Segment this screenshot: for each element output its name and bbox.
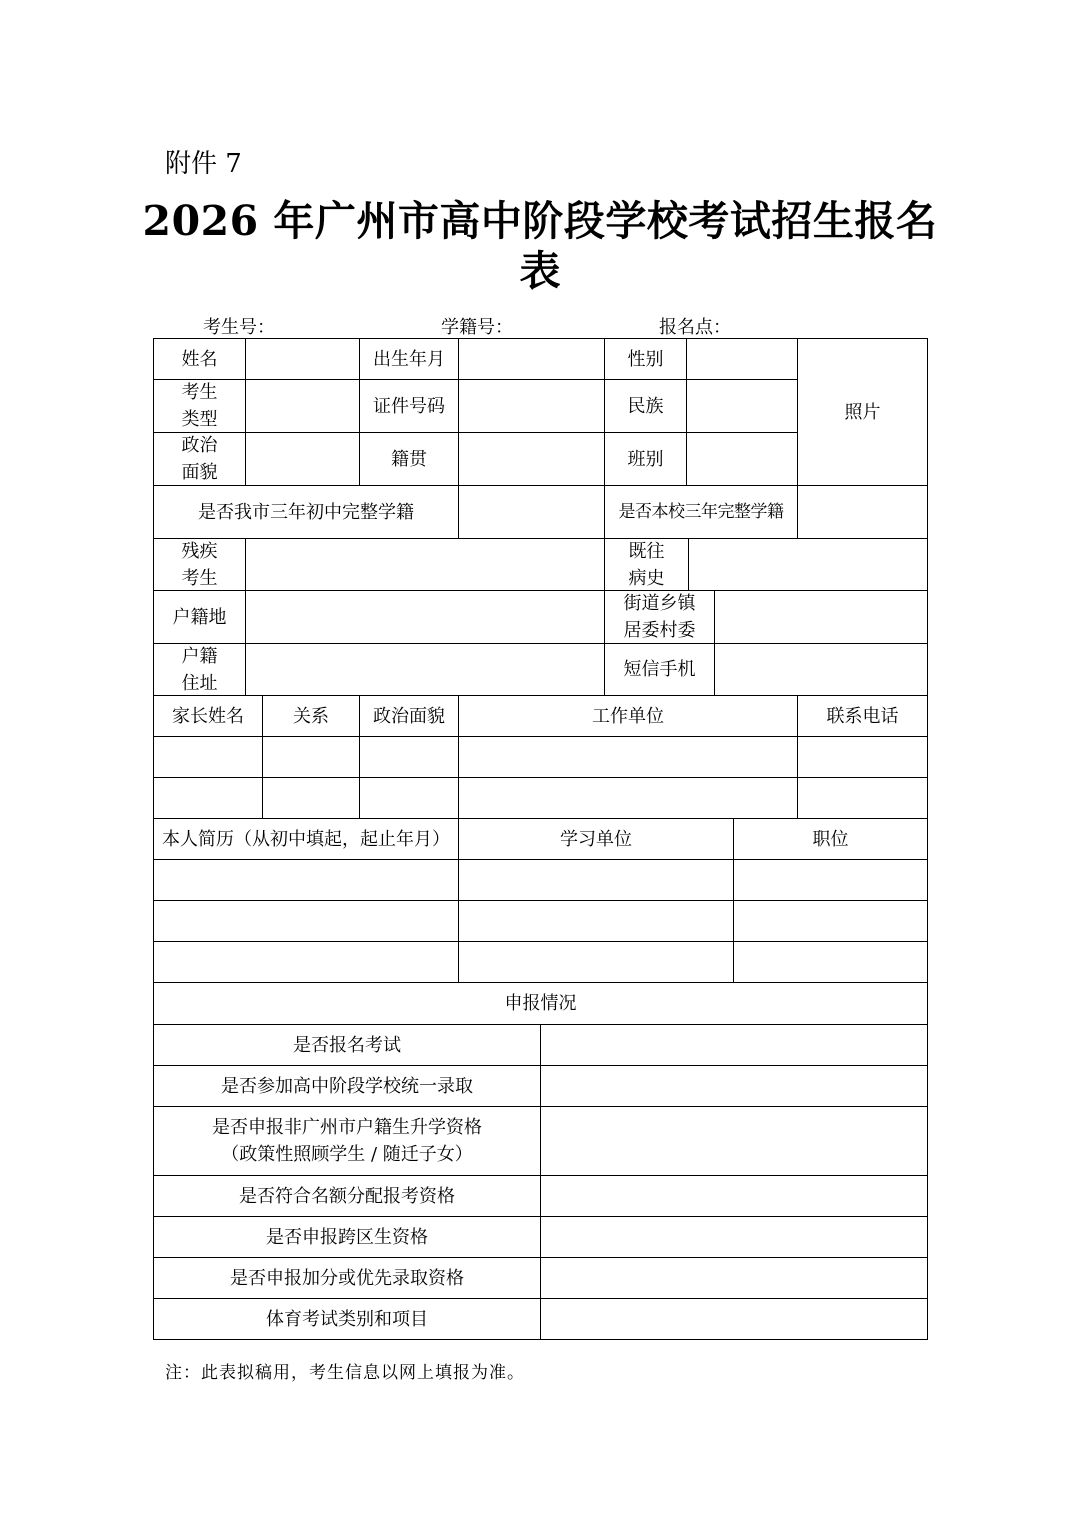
label-candidate-type: 考生 类型: [153, 379, 246, 433]
input-political-status[interactable]: [245, 432, 360, 486]
input-medical-history[interactable]: [688, 538, 928, 591]
label-ethnicity: 民族: [604, 379, 687, 433]
declaration-item-input-2[interactable]: [540, 1065, 928, 1107]
declaration-item-input-3[interactable]: [540, 1106, 928, 1176]
parent-2-political[interactable]: [359, 777, 459, 819]
resume-header-position: 职位: [733, 818, 928, 860]
declaration-item-label-4: 是否符合名额分配报考资格: [153, 1175, 541, 1217]
input-birth[interactable]: [458, 338, 605, 380]
input-candidate-type[interactable]: [245, 379, 360, 433]
parent-2-employer[interactable]: [458, 777, 798, 819]
parent-1-phone[interactable]: [797, 736, 928, 778]
parent-1-political[interactable]: [359, 736, 459, 778]
attachment-label: 附件 7: [165, 149, 242, 179]
resume-1-period[interactable]: [153, 859, 459, 901]
label-id-number: 证件号码: [359, 379, 459, 433]
label-three-year-city-record: 是否我市三年初中完整学籍: [153, 485, 459, 539]
declaration-item-label-6: 是否申报加分或优先录取资格: [153, 1257, 541, 1299]
resume-header-school: 学习单位: [458, 818, 734, 860]
resume-3-school[interactable]: [458, 941, 734, 983]
parent-header-relation: 关系: [262, 695, 360, 737]
resume-1-position[interactable]: [733, 859, 928, 901]
form-title-continued: 表: [519, 247, 561, 295]
label-hukou-place: 户籍地: [153, 590, 246, 644]
input-name[interactable]: [245, 338, 360, 380]
input-class[interactable]: [686, 432, 798, 486]
parent-1-relation[interactable]: [262, 736, 360, 778]
declaration-title: 申报情况: [153, 982, 928, 1025]
input-three-year-school-record[interactable]: [797, 485, 928, 539]
label-three-year-school-record: 是否本校三年完整学籍: [604, 485, 798, 539]
resume-1-school[interactable]: [458, 859, 734, 901]
input-disabled[interactable]: [245, 538, 605, 591]
declaration-item-label-2: 是否参加高中阶段学校统一录取: [153, 1065, 541, 1107]
parent-1-employer[interactable]: [458, 736, 798, 778]
declaration-item-input-7[interactable]: [540, 1298, 928, 1340]
resume-3-position[interactable]: [733, 941, 928, 983]
resume-2-school[interactable]: [458, 900, 734, 942]
parent-header-employer: 工作单位: [458, 695, 798, 737]
form-title: 2026 年广州市高中阶段学校考试招生报名: [142, 197, 938, 245]
input-hukou-place[interactable]: [245, 590, 605, 644]
input-street-committee[interactable]: [714, 590, 928, 644]
parent-header-phone: 联系电话: [797, 695, 928, 737]
declaration-item-input-6[interactable]: [540, 1257, 928, 1299]
label-sms-phone: 短信手机: [604, 643, 715, 696]
resume-header-period: 本人简历（从初中填起，起止年月）: [153, 818, 459, 860]
photo-box[interactable]: 照片: [797, 338, 928, 486]
registration-site-label: 报名点：: [659, 317, 731, 338]
resume-2-period[interactable]: [153, 900, 459, 942]
label-hukou-address: 户籍 住址: [153, 643, 246, 696]
resume-3-period[interactable]: [153, 941, 459, 983]
footnote: 注：此表拟稿用，考生信息以网上填报为准。: [165, 1363, 525, 1383]
declaration-item-label-3: 是否申报非广州市户籍生升学资格 （政策性照顾学生 / 随迁子女）: [153, 1106, 541, 1176]
declaration-item-input-4[interactable]: [540, 1175, 928, 1217]
label-gender: 性别: [604, 338, 687, 380]
label-birth: 出生年月: [359, 338, 459, 380]
parent-2-relation[interactable]: [262, 777, 360, 819]
label-street-committee: 街道乡镇 居委村委: [604, 590, 715, 644]
label-name: 姓名: [153, 338, 246, 380]
declaration-item-label-1: 是否报名考试: [153, 1024, 541, 1066]
input-hukou-address[interactable]: [245, 643, 605, 696]
label-disabled: 残疾 考生: [153, 538, 246, 591]
input-ethnicity[interactable]: [686, 379, 798, 433]
parent-1-name[interactable]: [153, 736, 263, 778]
label-medical-history: 既往 病史: [604, 538, 689, 591]
student-number-label: 学籍号：: [441, 317, 513, 338]
resume-2-position[interactable]: [733, 900, 928, 942]
input-native-place[interactable]: [458, 432, 605, 486]
exam-number-label: 考生号：: [203, 317, 275, 338]
parent-2-phone[interactable]: [797, 777, 928, 819]
declaration-item-label-7: 体育考试类别和项目: [153, 1298, 541, 1340]
declaration-item-input-1[interactable]: [540, 1024, 928, 1066]
parent-2-name[interactable]: [153, 777, 263, 819]
label-native-place: 籍贯: [359, 432, 459, 486]
label-class: 班别: [604, 432, 687, 486]
declaration-item-label-5: 是否申报跨区生资格: [153, 1216, 541, 1258]
input-sms-phone[interactable]: [714, 643, 928, 696]
input-id-number[interactable]: [458, 379, 605, 433]
input-three-year-city-record[interactable]: [458, 485, 605, 539]
label-political-status: 政治 面貌: [153, 432, 246, 486]
declaration-item-input-5[interactable]: [540, 1216, 928, 1258]
parent-header-name: 家长姓名: [153, 695, 263, 737]
parent-header-political: 政治面貌: [359, 695, 459, 737]
input-gender[interactable]: [686, 338, 798, 380]
